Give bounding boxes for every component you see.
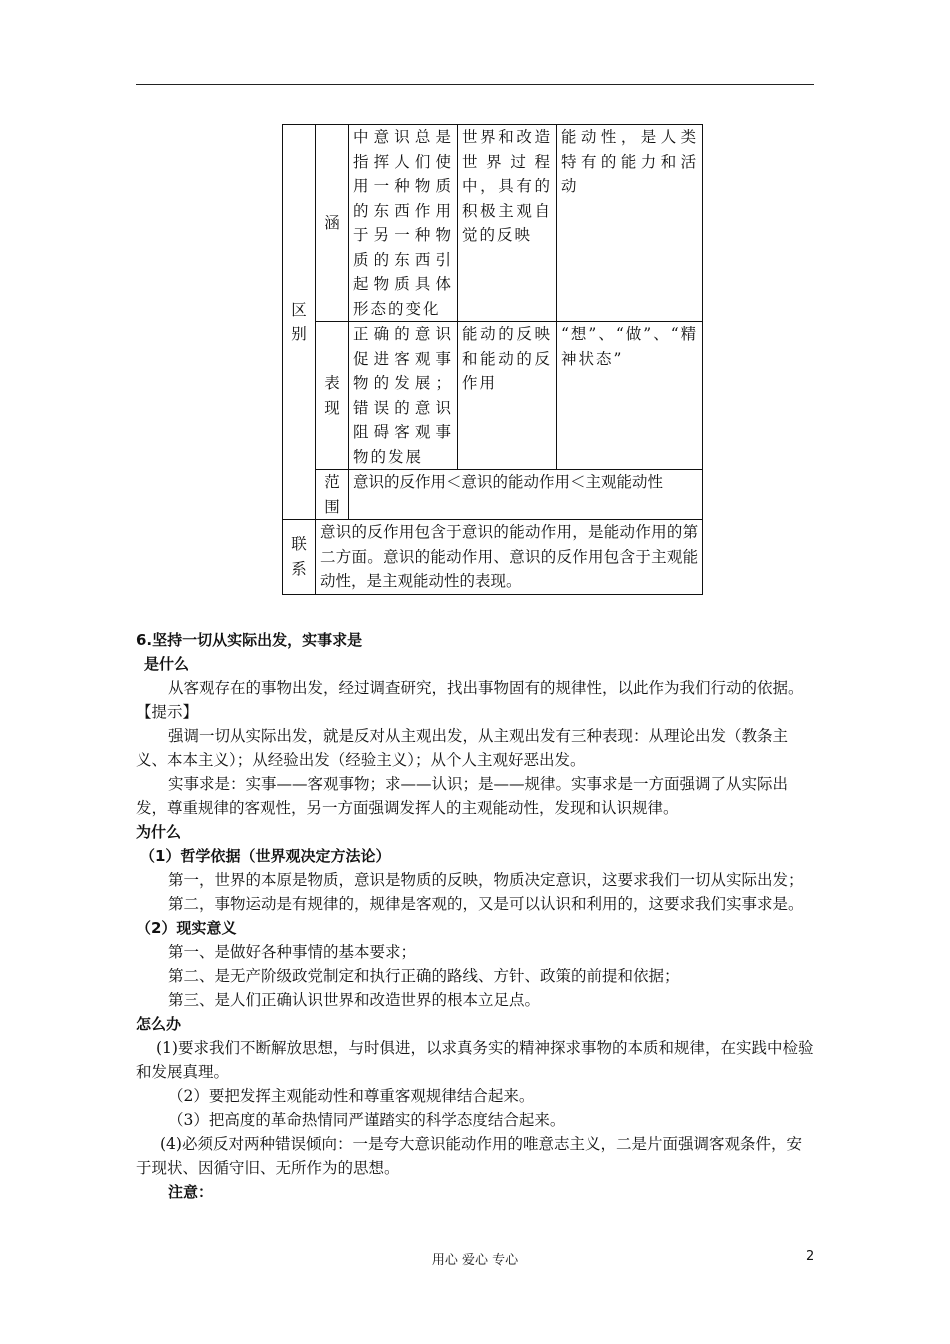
para-how-2: （2）要把发挥主观能动性和尊重客观规律结合起来。 [168,1087,535,1105]
main-content [136,628,816,1204]
heading-why: 为什么 [136,823,182,841]
cell-fanwei: 意识的反作用＜意识的能动作用＜主观能动性 [349,470,703,520]
para-how-3: （3）把高度的革命热情同严谨踏实的科学态度结合起来。 [168,1111,566,1129]
para-why-2c: 第三、是人们正确认识世界和改造世界的根本立足点。 [168,991,541,1009]
para-tip-1: 强调一切从实际出发，就是反对从主观出发，从主观出发有三种表现：从理论出发（教条主义、本本主义）；从经验出发（经验主义）；从个人主观好恶出发。 [136,727,789,769]
section-heading-6: 6.坚持一切从实际出发，实事求是 [136,631,363,649]
page-footer: 用心 爱心 专心 [431,1253,519,1268]
para-how-4: (4)必须反对两种错误倾向：一是夸大意识能动作用的唯意志主义，二是片面强调客观条件，安于现状、因循守旧、无所作为的思想。 [136,1135,802,1177]
heading-why-1: （1）哲学依据（世界观决定方法论） [140,847,391,865]
subheader-biaoxian: 表现 [316,322,349,470]
cell-han-3: 能动性，是人类特有的能力和活动 [557,125,703,322]
cell-han-2: 世界和改造世界过程中，具有的积极主观自觉的反映 [458,125,557,322]
para-why-1a: 第一，世界的本原是物质，意识是物质的反映，物质决定意识，这要求我们一切从实际出发； [168,871,804,889]
para-what: 从客观存在的事物出发，经过调查研究，找出事物固有的规律性，以此作为我们行动的依据。 [168,679,804,697]
subheader-han: 涵 [316,125,349,322]
comparison-table [282,124,703,595]
para-why-1b: 第二，事物运动是有规律的，规律是客观的，又是可以认识和利用的，这要求我们实事求是。 [168,895,804,913]
tip-label: 【提示】 [136,703,199,721]
heading-why-2: （2）现实意义 [136,919,237,937]
header-rule [136,84,814,85]
page-number: 2 [806,1249,815,1264]
cell-bx-3: “想”、“做”、“精神状态” [557,322,703,470]
heading-what: 是什么 [144,655,190,673]
note-label: 注意： [168,1183,214,1201]
para-why-2b: 第二、是无产阶级政党制定和执行正确的路线、方针、政策的前提和依据； [168,967,680,985]
para-how-1: (1)要求我们不断解放思想，与时俱进，以求真务实的精神探求事物的本质和规律，在实践中检验和发展真理。 [136,1039,814,1081]
cell-han-1: 中意识总是指挥人们使用一种物质的东西作用于另一种物质的东西引起物质具体形态的变化 [349,125,458,322]
row-header-lianxi: 联系 [283,520,316,595]
para-tip-2: 实事求是：实事——客观事物；求——认识；是——规律。实事求是一方面强调了从实际出发，尊重规律的客观性，另一方面强调发挥人的主观能动性，发现和认识规律。 [136,775,789,817]
cell-bx-1: 正确的意识促进客观事物的发展；错误的意识阻碍客观事物的发展 [349,322,458,470]
subheader-fanwei: 范围 [316,470,349,520]
heading-how: 怎么办 [136,1015,182,1033]
row-header-qubie: 区别 [283,125,316,520]
cell-lianxi: 意识的反作用包含于意识的能动作用，是能动作用的第二方面。意识的能动作用、意识的反作用包含于主观能动性，是主观能动性的表现。 [316,520,703,595]
cell-bx-2: 能动的反映和能动的反作用 [458,322,557,470]
para-why-2a: 第一、是做好各种事情的基本要求； [168,943,417,961]
